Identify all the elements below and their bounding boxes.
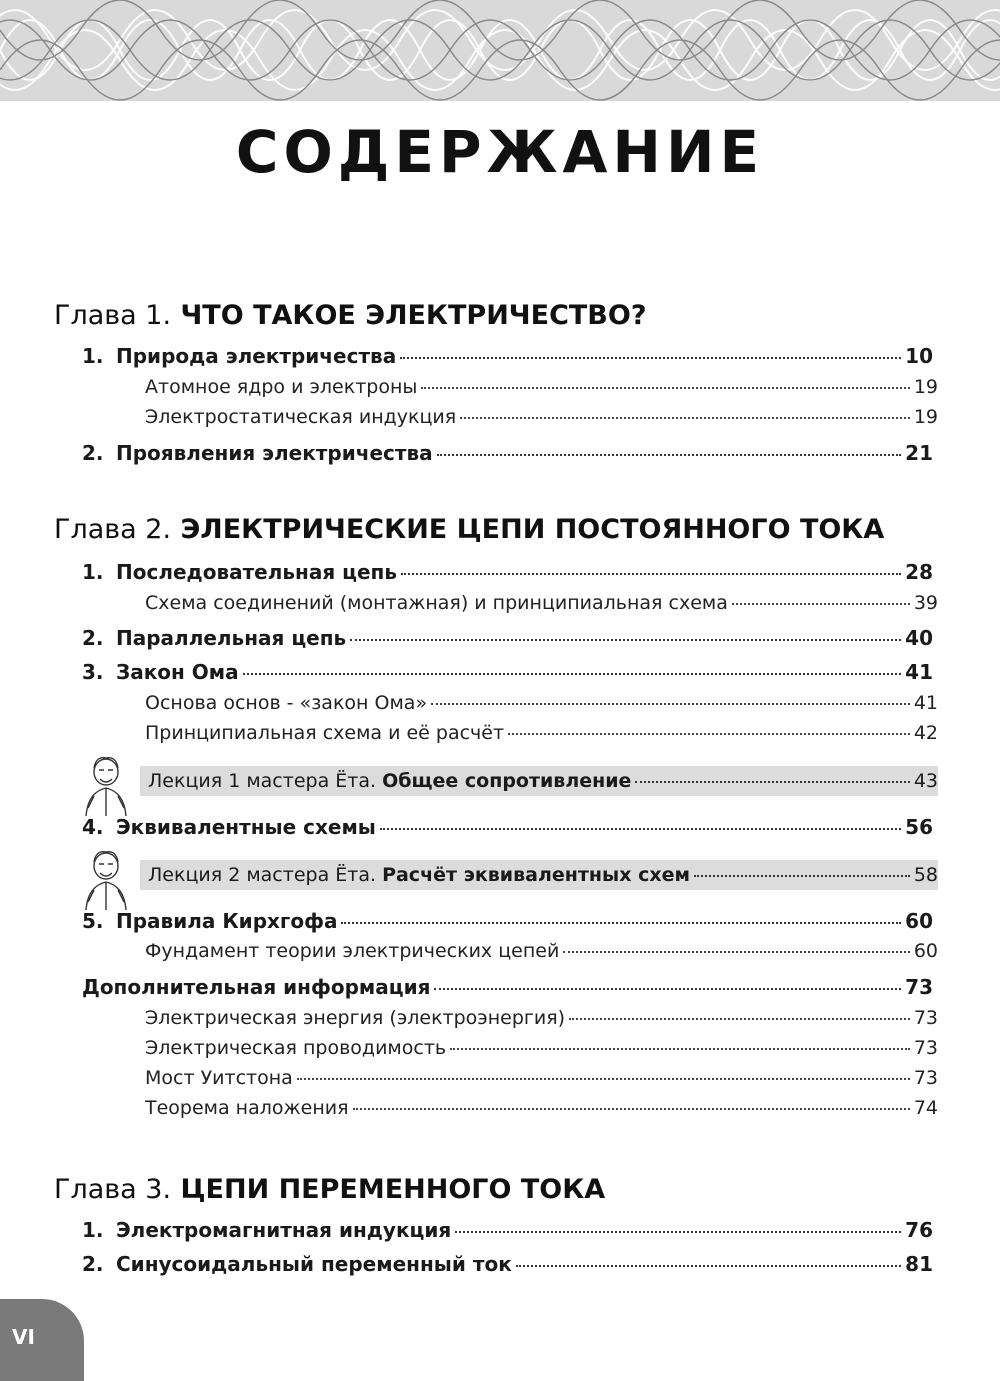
- toc-entry[interactable]: [82, 815, 933, 839]
- entry-text: Электромагнитная индукция: [116, 1218, 452, 1242]
- page-title: СОДЕРЖАНИЕ: [235, 118, 765, 186]
- dot-leader: [341, 921, 901, 924]
- dot-leader: [450, 1047, 910, 1050]
- toc-subentry[interactable]: [145, 940, 938, 962]
- entry-text: Природа электричества: [116, 344, 397, 368]
- entry-page: 39: [913, 592, 938, 614]
- entry-text: Эквивалентные схемы: [116, 815, 376, 839]
- entry-text: Схема соединений (монтажная) и принципиальная схема: [145, 592, 728, 614]
- toc-subentry[interactable]: [145, 692, 938, 714]
- toc-subentry[interactable]: [145, 722, 938, 744]
- dot-leader: [243, 672, 902, 675]
- dot-leader: [635, 780, 909, 783]
- toc-entry[interactable]: [82, 344, 933, 368]
- entry-page: 28: [905, 560, 933, 584]
- toc-lecture-entry[interactable]: [148, 864, 938, 886]
- toc-lecture-entry[interactable]: [148, 770, 938, 792]
- entry-number: 4.: [82, 815, 104, 839]
- dot-leader: [297, 1077, 910, 1080]
- entry-text: Дополнительная информация: [82, 975, 431, 999]
- dot-leader: [437, 453, 902, 456]
- entry-page: 81: [905, 1252, 933, 1276]
- wave-pattern-icon: [0, 0, 1000, 101]
- entry-page: 58: [913, 864, 938, 886]
- master-yota-portrait-icon: [76, 752, 136, 818]
- entry-page: 41: [905, 660, 933, 684]
- entry-page: 41: [913, 692, 938, 714]
- entry-text: Последовательная цепь: [116, 560, 398, 584]
- entry-text: Мост Уитстона: [145, 1067, 293, 1089]
- entry-text: Закон Ома: [116, 660, 239, 684]
- toc-subentry[interactable]: [145, 1067, 938, 1089]
- toc-subentry[interactable]: [145, 1007, 938, 1029]
- entry-text: Расчёт эквивалентных схем: [382, 864, 691, 886]
- entry-number: 1.: [82, 344, 104, 368]
- toc-subentry[interactable]: [145, 406, 938, 428]
- dot-leader: [694, 874, 910, 877]
- entry-number: 1.: [82, 1218, 104, 1242]
- entry-text: Синусоидальный переменный ток: [116, 1252, 512, 1276]
- entry-page: 43: [913, 770, 938, 792]
- dot-leader: [400, 356, 901, 359]
- lecture-highlight: [140, 860, 938, 890]
- toc-entry[interactable]: [82, 560, 933, 584]
- toc-subentry[interactable]: [145, 376, 938, 398]
- toc-entry[interactable]: [82, 909, 933, 933]
- entry-number: 2.: [82, 1252, 104, 1276]
- toc-entry[interactable]: [82, 975, 933, 999]
- entry-page: 73: [913, 1067, 938, 1089]
- toc-entry[interactable]: [82, 441, 933, 465]
- entry-page: 76: [905, 1218, 933, 1242]
- page-number-tab: [0, 1299, 84, 1381]
- master-yota-portrait-icon: [76, 846, 136, 912]
- dot-leader: [350, 638, 901, 641]
- dot-leader: [460, 416, 910, 419]
- dot-leader: [508, 732, 910, 735]
- entry-page: 74: [913, 1097, 938, 1119]
- lecture-prefix: Лекция 1 мастера Ёта.: [148, 770, 377, 792]
- dot-leader: [563, 950, 910, 953]
- dot-leader: [421, 386, 909, 389]
- dot-leader: [569, 1017, 910, 1020]
- entry-text: Фундамент теории электрических цепей: [145, 940, 560, 962]
- dot-leader: [353, 1107, 910, 1110]
- dot-leader: [516, 1264, 901, 1267]
- page-number: VI: [12, 1325, 35, 1349]
- entry-page: 42: [913, 722, 938, 744]
- dot-leader: [380, 827, 901, 830]
- entry-text: Электростатическая индукция: [145, 406, 457, 428]
- chapter-title: ЧТО ТАКОЕ ЭЛЕКТРИЧЕСТВО?: [180, 300, 647, 331]
- dot-leader: [455, 1230, 901, 1233]
- entry-text: Электрическая проводимость: [145, 1037, 447, 1059]
- toc-entry[interactable]: [82, 1218, 933, 1242]
- chapter-label: Глава 1.: [54, 300, 172, 331]
- entry-page: 21: [905, 441, 933, 465]
- chapter-title: ЭЛЕКТРИЧЕСКИЕ ЦЕПИ ПОСТОЯННОГО ТОКА: [180, 514, 885, 545]
- entry-page: 73: [913, 1007, 938, 1029]
- entry-text: Теорема наложения: [145, 1097, 349, 1119]
- entry-text: Основа основ - «закон Ома»: [145, 692, 428, 714]
- entry-number: 2.: [82, 441, 104, 465]
- chapter-heading: [54, 514, 884, 545]
- entry-number: 1.: [82, 560, 104, 584]
- entry-page: 10: [905, 344, 933, 368]
- lecture-highlight: [140, 766, 938, 796]
- chapter-heading: [54, 300, 647, 331]
- entry-page: 60: [905, 909, 933, 933]
- toc-entry[interactable]: [82, 1252, 933, 1276]
- entry-text: Принципиальная схема и её расчёт: [145, 722, 505, 744]
- toc-subentry[interactable]: [145, 1097, 938, 1119]
- entry-text: Проявления электричества: [116, 441, 433, 465]
- chapter-heading: [54, 1174, 605, 1205]
- entry-page: 19: [913, 376, 938, 398]
- chapter-title: ЦЕПИ ПЕРЕМЕННОГО ТОКА: [180, 1174, 606, 1205]
- dot-leader: [434, 987, 901, 990]
- entry-page: 73: [905, 975, 933, 999]
- entry-number: 2.: [82, 626, 104, 650]
- entry-page: 40: [905, 626, 933, 650]
- entry-text: Атомное ядро и электроны: [145, 376, 418, 398]
- toc-subentry[interactable]: [145, 1037, 938, 1059]
- entry-page: 19: [913, 406, 938, 428]
- entry-text: Правила Кирхгофа: [116, 909, 338, 933]
- entry-page: 60: [913, 940, 938, 962]
- toc-subentry[interactable]: [145, 592, 938, 614]
- dot-leader: [401, 572, 901, 575]
- dot-leader: [431, 702, 910, 705]
- chapter-label: Глава 3.: [54, 1174, 172, 1205]
- entry-text: Электрическая энергия (электроэнергия): [145, 1007, 566, 1029]
- entry-number: 3.: [82, 660, 104, 684]
- entry-text: Параллельная цепь: [116, 626, 347, 650]
- chapter-label: Глава 2.: [54, 514, 172, 545]
- toc-entry[interactable]: [82, 626, 933, 650]
- entry-page: 56: [905, 815, 933, 839]
- toc-entry[interactable]: [82, 660, 933, 684]
- dot-leader: [732, 602, 910, 605]
- lecture-prefix: Лекция 2 мастера Ёта.: [148, 864, 377, 886]
- entry-page: 73: [913, 1037, 938, 1059]
- decorative-header-banner: [0, 0, 1000, 101]
- entry-number: 5.: [82, 909, 104, 933]
- entry-text: Общее сопротивление: [382, 770, 632, 792]
